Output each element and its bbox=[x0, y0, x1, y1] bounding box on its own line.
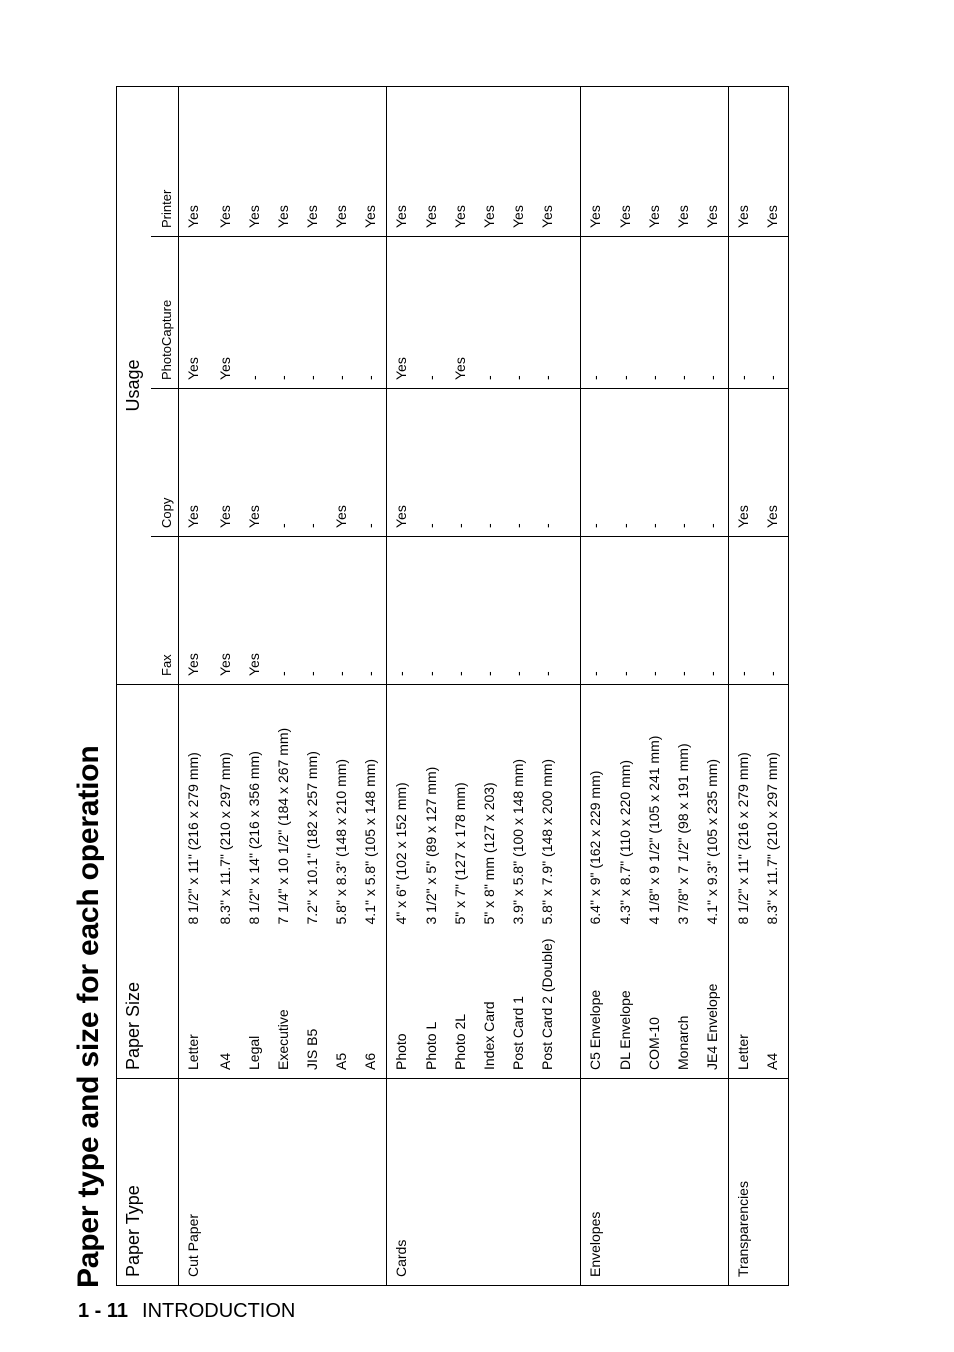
fax-cell: - bbox=[475, 537, 504, 685]
printer-cell: Yes bbox=[758, 86, 788, 236]
paper-size-cell: 4 1/8" x 9 1/2" (105 x 241 mm) bbox=[645, 735, 662, 925]
fax-cell: - bbox=[758, 537, 788, 685]
fax-cell: Yes bbox=[211, 537, 240, 685]
table-row bbox=[580, 86, 610, 1285]
paper-size-cell: 5" x 7" (127 x 178 mm) bbox=[451, 782, 468, 925]
copy-cell: - bbox=[669, 389, 698, 537]
paper-size-cell: 4" x 6" (102 x 152 mm) bbox=[393, 782, 409, 925]
paper-name-cell: Photo 2L bbox=[446, 933, 475, 1079]
paper-name-cell: A6 bbox=[356, 933, 386, 1079]
photocapture-cell: - bbox=[504, 237, 533, 389]
paper-name-cell: JIS B5 bbox=[298, 933, 327, 1079]
paper-size-cell: 8 1/2" x 11" (216 x 279 mm) bbox=[185, 752, 201, 925]
photocapture-cell: Yes bbox=[387, 237, 417, 389]
paper-name-cell: Photo bbox=[387, 933, 417, 1079]
paper-name-cell: JE4 Envelope bbox=[698, 933, 728, 1079]
copy-cell: Yes bbox=[211, 389, 240, 537]
photocapture-cell: - bbox=[611, 237, 640, 389]
copy-cell: Yes bbox=[179, 389, 211, 537]
fax-cell: Yes bbox=[179, 537, 211, 685]
copy-cell: Yes bbox=[240, 389, 269, 537]
printer-cell: Yes bbox=[698, 86, 728, 236]
paper-name-cell: Letter bbox=[728, 933, 758, 1079]
table-row bbox=[728, 86, 758, 1285]
photocapture-cell: - bbox=[640, 237, 669, 389]
paper-name-cell: Monarch bbox=[669, 933, 698, 1079]
photocapture-cell: - bbox=[240, 237, 269, 389]
printer-cell: Yes bbox=[533, 86, 580, 236]
photocapture-cell: - bbox=[533, 237, 580, 389]
paper-name-cell: Post Card 2 (Double) bbox=[533, 933, 580, 1079]
paper-size-cell: 5" x 8" mm (127 x 203) bbox=[480, 782, 497, 925]
paper-type-cell: Cut Paper bbox=[179, 1079, 387, 1286]
printer-cell: Yes bbox=[298, 86, 327, 236]
paper-size-cell: 8 1/2" x 14" (216 x 356 mm) bbox=[245, 751, 262, 925]
paper-size-cell: 4.3" x 8.7" (110 x 220 mm) bbox=[616, 759, 633, 925]
printer-cell: Yes bbox=[446, 86, 475, 236]
header-photocapture: PhotoCapture bbox=[151, 237, 179, 389]
fax-cell: - bbox=[387, 537, 417, 685]
printer-cell: Yes bbox=[475, 86, 504, 236]
copy-cell: - bbox=[356, 389, 386, 537]
fax-cell: - bbox=[669, 537, 698, 685]
copy-cell: Yes bbox=[758, 389, 788, 537]
printer-cell: Yes bbox=[356, 86, 386, 236]
paper-size-cell: 4.1" x 9.3" (105 x 235 mm) bbox=[698, 685, 728, 933]
printer-cell: Yes bbox=[387, 86, 417, 236]
fax-cell: - bbox=[533, 537, 580, 685]
header-fax: Fax bbox=[151, 537, 179, 685]
paper-type-cell: Cards bbox=[387, 1079, 581, 1286]
photocapture-cell: - bbox=[728, 237, 758, 389]
printer-cell: Yes bbox=[179, 86, 211, 236]
paper-size-cell: 7 1/4" x 10 1/2" (184 x 267 mm) bbox=[274, 727, 291, 925]
printer-cell: Yes bbox=[669, 86, 698, 236]
printer-cell: Yes bbox=[504, 86, 533, 236]
fax-cell: - bbox=[728, 537, 758, 685]
photocapture-cell: Yes bbox=[446, 237, 475, 389]
paper-type-cell: Envelopes bbox=[580, 1079, 728, 1286]
photocapture-cell: Yes bbox=[211, 237, 240, 389]
photocapture-cell: - bbox=[475, 237, 504, 389]
printer-cell: Yes bbox=[327, 86, 356, 236]
printer-cell: Yes bbox=[611, 86, 640, 236]
paper-size-cell: 4.1" x 5.8" (105 x 148 mm) bbox=[356, 685, 386, 933]
photocapture-cell: - bbox=[580, 237, 610, 389]
paper-name-cell: Executive bbox=[269, 933, 298, 1079]
printer-cell: Yes bbox=[240, 86, 269, 236]
paper-size-cell: 8.3" x 11.7" (210 x 297 mm) bbox=[216, 752, 233, 925]
photocapture-cell: - bbox=[417, 237, 446, 389]
photocapture-cell: - bbox=[269, 237, 298, 389]
table-row bbox=[387, 86, 417, 1285]
paper-name-cell: DL Envelope bbox=[611, 933, 640, 1079]
copy-cell: - bbox=[640, 389, 669, 537]
fax-cell: - bbox=[446, 537, 475, 685]
fax-cell: - bbox=[580, 537, 610, 685]
copy-cell: - bbox=[417, 389, 446, 537]
copy-cell: - bbox=[475, 389, 504, 537]
printer-cell: Yes bbox=[728, 86, 758, 236]
copy-cell: - bbox=[446, 389, 475, 537]
fax-cell: - bbox=[417, 537, 446, 685]
fax-cell: - bbox=[640, 537, 669, 685]
copy-cell: - bbox=[298, 389, 327, 537]
fax-cell: - bbox=[269, 537, 298, 685]
paper-name-cell: Index Card bbox=[475, 933, 504, 1079]
paper-size-cell: 7.2" x 10.1" (182 x 257 mm) bbox=[304, 751, 321, 925]
copy-cell: Yes bbox=[327, 389, 356, 537]
header-paper-size: Paper Size bbox=[117, 685, 179, 1079]
page-title: Paper type and size for each operation bbox=[72, 745, 105, 1288]
copy-cell: - bbox=[698, 389, 728, 537]
printer-cell: Yes bbox=[640, 86, 669, 236]
paper-name-cell: COM-10 bbox=[640, 933, 669, 1079]
header-paper-type: Paper Type bbox=[117, 1079, 179, 1286]
paper-size-cell: 8 1/2" x 11" (216 x 279 mm) bbox=[734, 752, 751, 925]
paper-name-cell: A4 bbox=[211, 933, 240, 1079]
printer-cell: Yes bbox=[580, 86, 610, 236]
fax-cell: - bbox=[611, 537, 640, 685]
fax-cell: - bbox=[356, 537, 386, 685]
header-printer: Printer bbox=[151, 86, 179, 236]
paper-name-cell: Legal bbox=[240, 933, 269, 1079]
fax-cell: - bbox=[327, 537, 356, 685]
section-name: INTRODUCTION bbox=[142, 1300, 296, 1322]
copy-cell: Yes bbox=[387, 389, 417, 537]
paper-name-cell: Letter bbox=[179, 933, 211, 1079]
paper-name-cell: A4 bbox=[758, 933, 788, 1079]
paper-size-cell: 3.9" x 5.8" (100 x 148 mm) bbox=[510, 758, 527, 925]
fax-cell: - bbox=[698, 537, 728, 685]
paper-size-cell: 6.4" x 9" (162 x 229 mm) bbox=[586, 770, 603, 925]
fax-cell: - bbox=[504, 537, 533, 685]
paper-type-cell: Transparencies bbox=[728, 1079, 788, 1286]
photocapture-cell: - bbox=[758, 237, 788, 389]
paper-table bbox=[116, 86, 789, 1286]
table-body bbox=[179, 86, 789, 1285]
copy-cell: - bbox=[269, 389, 298, 537]
paper-name-cell: C5 Envelope bbox=[580, 933, 610, 1079]
paper-size-cell: 5.8" x 8.3" (148 x 210 mm) bbox=[333, 758, 350, 925]
photocapture-cell: - bbox=[327, 237, 356, 389]
copy-cell: - bbox=[611, 389, 640, 537]
photocapture-cell: Yes bbox=[179, 237, 211, 389]
paper-size-cell: 3 1/2" x 5" (89 x 127 mm) bbox=[422, 766, 439, 925]
photocapture-cell: - bbox=[298, 237, 327, 389]
header-usage: Usage bbox=[117, 86, 151, 684]
copy-cell: - bbox=[504, 389, 533, 537]
page-number: 1 - 11 bbox=[78, 1300, 129, 1322]
paper-name-cell: Photo L bbox=[417, 933, 446, 1079]
printer-cell: Yes bbox=[417, 86, 446, 236]
paper-size-cell: 5.8" x 7.9" (148 x 200 mm) bbox=[533, 685, 580, 933]
printer-cell: Yes bbox=[211, 86, 240, 236]
copy-cell: - bbox=[533, 389, 580, 537]
photocapture-cell: - bbox=[669, 237, 698, 389]
header-copy: Copy bbox=[151, 389, 179, 537]
copy-cell: Yes bbox=[728, 389, 758, 537]
paper-name-cell: Post Card 1 bbox=[504, 933, 533, 1079]
paper-size-cell: 8.3" x 11.7" (210 x 297 mm) bbox=[758, 685, 788, 933]
paper-name-cell: A5 bbox=[327, 933, 356, 1079]
paper-size-cell: 3 7/8" x 7 1/2" (98 x 191 mm) bbox=[674, 743, 691, 925]
fax-cell: - bbox=[298, 537, 327, 685]
photocapture-cell: - bbox=[698, 237, 728, 389]
table-row bbox=[179, 86, 211, 1285]
printer-cell: Yes bbox=[269, 86, 298, 236]
photocapture-cell: - bbox=[356, 237, 386, 389]
fax-cell: Yes bbox=[240, 537, 269, 685]
copy-cell: - bbox=[580, 389, 610, 537]
page-footer bbox=[78, 1300, 295, 1323]
